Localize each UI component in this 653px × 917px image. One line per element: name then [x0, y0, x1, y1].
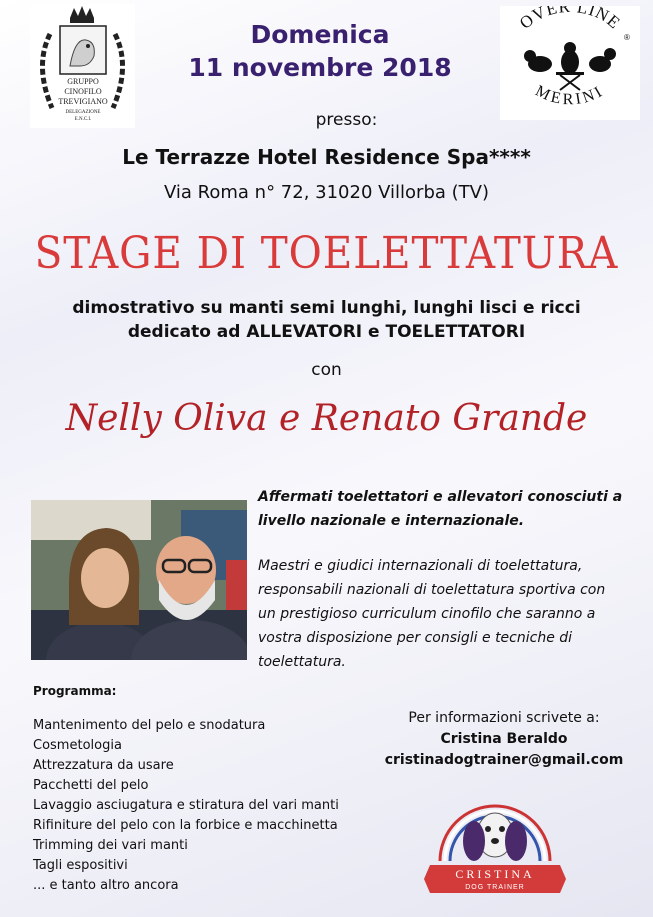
bio-p2-line1: Maestri e giudici internazionali di toelettatura, [258, 558, 583, 574]
program-item: Attrezzatura da usare [33, 758, 174, 773]
logo-bottom-line1: CRISTINA [455, 867, 535, 881]
svg-text:OVER LINE [516, 6, 624, 33]
presenters-photo [31, 500, 247, 660]
presenters-names: Nelly Oliva e Renato Grande [65, 398, 588, 439]
logo-left-line5: E.N.C.I. [74, 117, 92, 122]
contact-name: Cristina Beraldo [440, 731, 568, 747]
contact-intro: Per informazioni scrivete a: [408, 710, 600, 726]
bio-p1-line2: livello nazionale e internazionale. [258, 513, 525, 529]
program-item: ... e tanto altro ancora [33, 878, 179, 893]
program-item: Mantenimento del pelo e snodatura [33, 718, 266, 733]
presso-label: presso: [315, 110, 378, 130]
bio-p2-line5: toelettatura. [258, 654, 346, 670]
description-line-2: dedicato ad ALLEVATORI e TOELETTATORI [127, 322, 526, 342]
program-item: Lavaggio asciugatura e stiratura del vari manti [33, 798, 339, 813]
program-item: Cosmetologia [33, 738, 122, 753]
bio-p2-line3: un prestigioso curriculum cinofilo che saranno a [258, 606, 596, 622]
hotel-name: Le Terrazze Hotel Residence Spa**** [122, 145, 531, 169]
program-item: Tagli espositivi [33, 858, 128, 873]
contact-email[interactable]: cristinadogtrainer@gmail.com [384, 752, 624, 768]
bio-paragraph-1 [258, 485, 638, 533]
logo-left-line1: GRUPPO [67, 77, 99, 86]
logo-left-line3: TREVIGIANO [58, 97, 108, 106]
date-full: 11 novembre 2018 [188, 53, 452, 82]
program-heading: Programma: [33, 684, 117, 698]
logo-left-line4: DELEGAZIONE [65, 110, 101, 115]
program-item: Trimming dei vari manti [33, 838, 188, 853]
event-title: STAGE DI TOELETTATURA [34, 228, 619, 279]
program-item: Pacchetti del pelo [33, 778, 149, 793]
bio-p1-line1: Affermati toelettatori e allevatori conosciuti a [258, 489, 623, 505]
logo-left-line2: CINOFILO [64, 87, 102, 96]
con-label: con [311, 360, 342, 380]
bio-p2-line2: responsabili nazionali di toelettatura sportiva con [258, 582, 606, 598]
logo-right-top: OVER LINE [515, 6, 625, 33]
contact-info [370, 708, 638, 771]
description-line-1: dimostrativo su manti semi lunghi, lunghi lisci e ricci [72, 298, 581, 318]
program-list [33, 716, 339, 896]
date-day: Domenica [250, 20, 390, 49]
bio-p2-line4: vostra disposizione per consigli e tecniche di [258, 630, 573, 646]
logo-bottom-line2: DOG TRAINER [465, 884, 525, 891]
over-line-merini-logo [500, 6, 640, 120]
logo-right-bottom: MERINI [532, 82, 608, 109]
bio-paragraph-2 [258, 554, 638, 674]
logo-right-mark: ® [624, 33, 630, 42]
cristina-dog-trainer-logo [420, 783, 570, 895]
program-item: Rifiniture del pelo con la forbice e macchinetta [33, 818, 338, 833]
hotel-address: Via Roma n° 72, 31020 Villorba (TV) [164, 182, 489, 203]
svg-text:MERINI [533, 82, 608, 108]
